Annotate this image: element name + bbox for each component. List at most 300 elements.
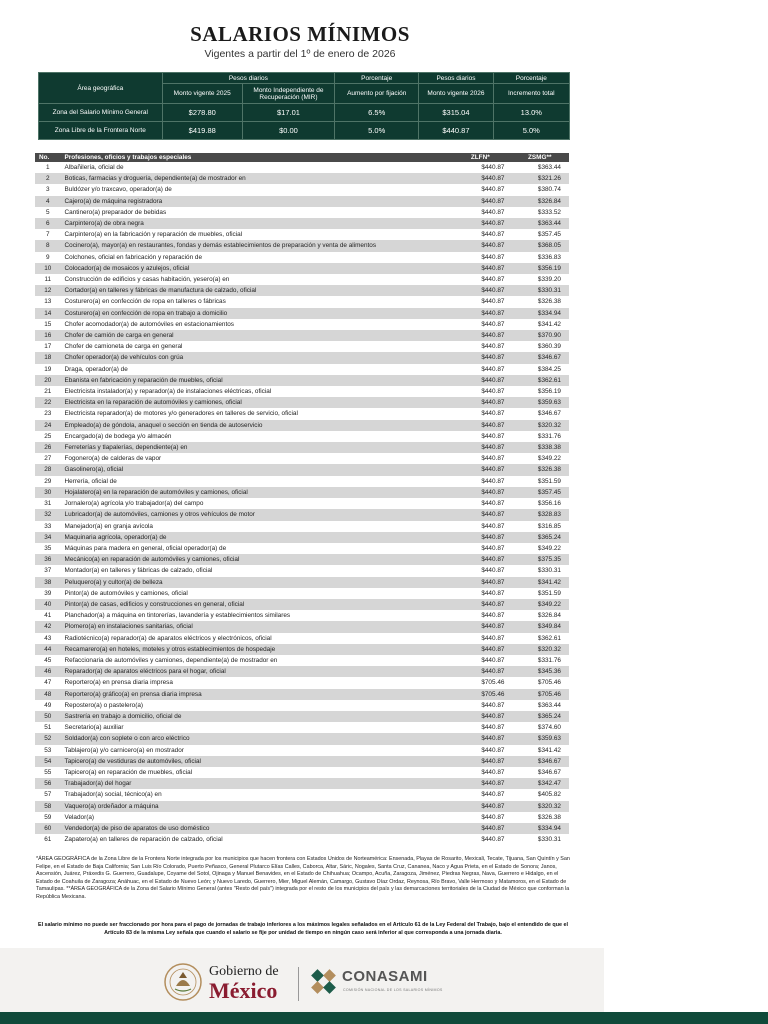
zlfn-value: $440.87 <box>450 196 510 207</box>
row-number: 7 <box>45 231 50 239</box>
table-row <box>35 756 569 767</box>
table-row <box>35 330 569 341</box>
row-number: 2 <box>35 173 61 184</box>
zlfn-value: $440.87 <box>481 500 505 508</box>
zsmg-value: $331.76 <box>537 432 561 440</box>
profession-name: Plomero(a) en instalaciones sanitarias, oficial <box>61 621 451 632</box>
summary-area: Zona Libre de la Frontera Norte <box>39 122 163 140</box>
zlfn-value: $440.87 <box>481 343 505 351</box>
profession-name: Fogonero(a) de calderas de vapor <box>64 455 162 463</box>
row-number: 61 <box>44 836 52 844</box>
zlfn-value: $440.87 <box>450 778 510 789</box>
profession-name: Gasolinero(a), oficial <box>61 464 451 475</box>
gobierno-de-mexico-logo <box>163 962 303 1004</box>
zsmg-value: $384.25 <box>537 365 561 373</box>
zsmg-value: $320.32 <box>510 644 569 655</box>
profession-name: Herrería, oficial de <box>64 477 117 485</box>
zsmg-value: $357.45 <box>510 487 569 498</box>
table-row <box>35 789 569 800</box>
zsmg-value: $349.84 <box>510 621 569 632</box>
zlfn-value: $440.87 <box>450 263 510 274</box>
summary-area: Zona del Salario Mínimo General <box>39 104 163 122</box>
profession-name: Pintor(a) de automóviles y camiones, oficial <box>64 589 188 597</box>
profession-name: Reportero(a) en prensa diaria impresa <box>64 679 173 687</box>
zsmg-value: $363.44 <box>537 164 561 171</box>
profession-name: Máquinas para madera en general, oficial operador(a) de <box>64 544 227 552</box>
summary-mir: $0.00 <box>242 122 334 140</box>
profession-name: Carpintero(a) en la fabricación y reparación de muebles, oficial <box>64 231 243 239</box>
zsmg-value: $705.46 <box>537 679 561 687</box>
table-row <box>35 453 569 464</box>
row-number: 45 <box>44 656 52 664</box>
table-row <box>35 341 569 352</box>
row-number: 9 <box>45 253 50 261</box>
row-number: 14 <box>35 308 61 319</box>
zsmg-value: $334.94 <box>510 308 569 319</box>
geographic-footnote: *ÁREA GEOGRÁFICA de la Zona Libre de la Frontera Norte integrada por los municipios que hacen frontera con Estados Unidos de Norteamérica: Ensenada, Playas de Rosarito, Mexicali, Tecate, Tijuana, San Quintín y San Felipe, en el Estado de Baja California; San Luis Río Colorado, Puerto Peñasco, General Plutarco Elías Calles, Caborca, Altar, Sáric, Nogales, Santa Cruz, Cananea, Naco y Agua Prieta, en el Estado de Sonora; Janos, Ascensión, Juárez, Práxedis G. Guerrero, Guadalupe, Coyame del Sotol, Ojinaga y Manuel Benavides, en el Estado de Chihuahua; Ocampo, Acuña, Zaragoza, Jiménez, Piedras Negras, Nava, Guerrero e Hidalgo, en el Estado de Coahuila de Zaragoza; Anáhuac, en el Estado de Nuevo León; y Nuevo Laredo, Guerrero, Mier, Miguel Alemán, Camargo, Gustavo Díaz Ordaz, Reynosa, Río Bravo, Valle Hermoso y Matamoros, en el Estado de Tamaulipas. **ÁREA GEOGRÁFICA de la Zona del Salario Mínimo General (antes "Resto del país") integrada por el resto de los municipios del país y las demarcaciones territoriales de la Ciudad de México que conforman la República Mexicana. <box>36 856 570 900</box>
table-row <box>35 274 569 285</box>
zlfn-value: $440.87 <box>450 487 510 498</box>
professions-table <box>35 153 569 845</box>
table-row <box>35 778 569 789</box>
table-row <box>35 375 569 386</box>
profession-name: Vendedor(a) de piso de aparatos de uso doméstico <box>61 823 451 834</box>
row-number: 36 <box>35 554 61 565</box>
profession-name: Cortador(a) en talleres y fábricas de manufactura de calzado, oficial <box>61 285 451 296</box>
summary-group-pesos2: Pesos diarios <box>419 73 493 84</box>
profession-name: Tablajero(a) y/o carnicero(a) en mostrador <box>64 746 184 754</box>
zlfn-value: $440.87 <box>450 577 510 588</box>
zsmg-value: $375.35 <box>510 554 569 565</box>
row-number: 16 <box>35 330 61 341</box>
row-number: 41 <box>44 612 52 620</box>
table-row <box>35 498 569 509</box>
summary-row <box>39 122 570 140</box>
zsmg-value: $363.44 <box>510 218 569 229</box>
profession-name: Buldózer y/o traxcavo, operador(a) de <box>64 186 172 194</box>
zlfn-value: $440.87 <box>481 791 505 799</box>
table-row <box>35 173 569 184</box>
row-number: 19 <box>44 365 52 373</box>
table-row <box>35 184 569 195</box>
zlfn-value: $440.87 <box>450 801 510 812</box>
summary-col-vigente-2025: Monto vigente 2025 <box>162 84 242 104</box>
table-row <box>35 487 569 498</box>
row-number: 55 <box>44 768 52 776</box>
row-number: 47 <box>44 679 52 687</box>
row-number: 4 <box>35 196 61 207</box>
header-profession: Profesiones, oficios y trabajos especiales <box>61 153 451 162</box>
profession-name: Cantinero(a) preparador de bebidas <box>64 208 167 216</box>
row-number: 3 <box>45 186 50 194</box>
summary-v2026: $315.04 <box>419 104 493 122</box>
profession-name: Boticas, farmacias y droguería, dependiente(a) de mostrador en <box>61 173 451 184</box>
logo-divider <box>298 967 299 1001</box>
page-title: SALARIOS MÍNIMOS <box>190 22 410 46</box>
row-number: 37 <box>44 567 52 575</box>
table-row <box>35 633 569 644</box>
zsmg-value: $356.19 <box>510 263 569 274</box>
zsmg-value: $333.52 <box>537 208 561 216</box>
zlfn-value: $440.87 <box>481 298 505 306</box>
conasami-label: CONASAMI <box>342 968 428 985</box>
zlfn-value: $440.87 <box>481 656 505 664</box>
row-number: 56 <box>35 778 61 789</box>
zsmg-value: $351.59 <box>537 589 561 597</box>
zlfn-value: $440.87 <box>481 522 505 530</box>
summary-incremento: 5.0% <box>493 122 569 140</box>
zlfn-value: $440.87 <box>481 612 505 620</box>
profession-name: Costurero(a) en confección de ropa en trabajo a domicilio <box>61 308 451 319</box>
zlfn-value: $440.87 <box>481 813 505 821</box>
zsmg-value: $365.24 <box>510 532 569 543</box>
summary-v2025: $419.88 <box>162 122 242 140</box>
row-number: 5 <box>45 208 50 216</box>
zlfn-value: $440.87 <box>481 634 505 642</box>
row-number: 34 <box>35 532 61 543</box>
zlfn-value: $440.87 <box>450 711 510 722</box>
table-row <box>35 644 569 655</box>
table-row <box>35 352 569 363</box>
row-number: 21 <box>44 388 52 396</box>
profession-name: Electricista instalador(a) y reparador(a) de instalaciones eléctricas, oficial <box>64 388 272 396</box>
zsmg-value: $374.60 <box>537 724 561 732</box>
row-number: 51 <box>44 724 52 732</box>
zlfn-value: $440.87 <box>481 164 505 171</box>
table-row <box>35 655 569 666</box>
zlfn-value: $440.87 <box>450 532 510 543</box>
profession-name: Trabajador(a) del hogar <box>61 778 451 789</box>
zlfn-value: $440.87 <box>481 276 505 284</box>
zsmg-value: $331.76 <box>537 656 561 664</box>
table-row <box>35 397 569 408</box>
row-number: 33 <box>44 522 52 530</box>
row-number: 53 <box>44 746 52 754</box>
row-number: 39 <box>44 589 52 597</box>
zlfn-value: $440.87 <box>450 621 510 632</box>
bottom-stripe <box>0 1012 768 1024</box>
profession-name: Reparador(a) de aparatos eléctricos para el hogar, oficial <box>61 666 451 677</box>
profession-name: Costurero(a) en confección de ropa en talleres o fábricas <box>64 298 226 306</box>
row-number: 46 <box>35 666 61 677</box>
zsmg-value: $341.42 <box>537 746 561 754</box>
zsmg-value: $326.38 <box>537 298 561 306</box>
summary-col-aumento: Aumento por fijación <box>335 84 419 104</box>
profession-name: Velador(a) <box>64 813 95 821</box>
profession-name: Cocinero(a), mayor(a) en restaurantes, fondas y demás establecimientos de preparación y venta de alimentos <box>61 240 451 251</box>
table-row <box>35 252 569 263</box>
table-row <box>35 677 569 688</box>
profession-name: Hojalatero(a) en la reparación de automóviles y camiones, oficial <box>61 487 451 498</box>
profession-name: Cajero(a) de máquina registradora <box>61 196 451 207</box>
table-row <box>35 532 569 543</box>
row-number: 59 <box>44 813 52 821</box>
profession-name: Electricista en la reparación de automóviles y camiones, oficial <box>61 397 451 408</box>
zlfn-value: $440.87 <box>450 285 510 296</box>
profession-name: Construcción de edificios y casas habitación, yesero(a) en <box>64 276 230 284</box>
row-number: 38 <box>35 577 61 588</box>
table-row <box>35 689 569 700</box>
profession-name: Empleado(a) de góndola, anaquel o sección en tienda de autoservicio <box>61 420 451 431</box>
zlfn-value: $440.87 <box>450 509 510 520</box>
zsmg-value: $330.31 <box>537 836 561 844</box>
zsmg-value: $351.59 <box>537 477 561 485</box>
zsmg-value: $362.61 <box>537 634 561 642</box>
zlfn-value: $440.87 <box>481 410 505 418</box>
professions-header-row <box>35 153 569 162</box>
table-row <box>35 621 569 632</box>
zlfn-value: $440.87 <box>450 420 510 431</box>
table-row <box>35 700 569 711</box>
profession-name: Mecánico(a) en reparación de automóviles y camiones, oficial <box>61 554 451 565</box>
zsmg-value: $359.63 <box>510 397 569 408</box>
header-zlfn: ZLFN* <box>450 153 510 162</box>
zlfn-value: $440.87 <box>481 432 505 440</box>
zsmg-value: $330.31 <box>537 567 561 575</box>
row-number: 24 <box>35 420 61 431</box>
zsmg-value: $326.38 <box>537 813 561 821</box>
table-row <box>35 767 569 778</box>
zlfn-value: $440.87 <box>450 397 510 408</box>
zlfn-value: $440.87 <box>481 365 505 373</box>
conasami-logo <box>310 966 470 1002</box>
table-row <box>35 263 569 274</box>
zlfn-value: $440.87 <box>450 442 510 453</box>
table-row <box>35 823 569 834</box>
row-number: 1 <box>45 164 50 171</box>
zsmg-value: $321.26 <box>510 173 569 184</box>
zlfn-value: $440.87 <box>450 733 510 744</box>
row-number: 60 <box>35 823 61 834</box>
zlfn-value: $440.87 <box>481 320 505 328</box>
zlfn-value: $440.87 <box>450 464 510 475</box>
zsmg-value: $368.05 <box>510 240 569 251</box>
table-row <box>35 812 569 823</box>
zlfn-value: $440.87 <box>450 330 510 341</box>
row-number: 44 <box>35 644 61 655</box>
profession-name: Maquinaria agrícola, operador(a) de <box>61 532 451 543</box>
summary-group-pesos: Pesos diarios <box>162 73 334 84</box>
zlfn-value: $440.87 <box>481 836 505 844</box>
table-row <box>35 308 569 319</box>
profession-name: Jornalero(a) agrícola y/o trabajador(a) del campo <box>64 500 204 508</box>
profession-name: Vaquero(a) ordeñador a máquina <box>61 801 451 812</box>
gobierno-label: Gobierno de <box>209 964 279 979</box>
table-row <box>35 420 569 431</box>
profession-name: Radiotécnico(a) reparador(a) de aparatos eléctricos y electrónicos, oficial <box>64 634 272 642</box>
row-number: 10 <box>35 263 61 274</box>
row-number: 50 <box>35 711 61 722</box>
profession-name: Recamarero(a) en hoteles, moteles y otros establecimientos de hospedaje <box>61 644 451 655</box>
table-row <box>35 834 569 845</box>
table-row <box>35 386 569 397</box>
table-row <box>35 229 569 240</box>
zsmg-value: $342.47 <box>510 778 569 789</box>
table-row <box>35 733 569 744</box>
zlfn-value: $440.87 <box>481 186 505 194</box>
profession-name: Electricista reparador(a) de motores y/o generadores en talleres de servicio, oficial <box>64 410 298 418</box>
zlfn-value: $440.87 <box>450 308 510 319</box>
zlfn-value: $440.87 <box>481 701 505 709</box>
zsmg-value: $346.67 <box>510 756 569 767</box>
zsmg-value: $338.38 <box>510 442 569 453</box>
row-number: 13 <box>44 298 52 306</box>
table-row <box>35 364 569 375</box>
row-number: 32 <box>35 509 61 520</box>
profession-name: Refaccionaria de automóviles y camiones, dependiente(a) de mostrador en <box>64 656 278 664</box>
summary-aumento: 5.0% <box>335 122 419 140</box>
table-row <box>35 722 569 733</box>
summary-mir: $17.01 <box>242 104 334 122</box>
summary-group-porcentaje2: Porcentaje <box>493 73 569 84</box>
zlfn-value: $440.87 <box>450 352 510 363</box>
header-zsmg: ZSMG** <box>510 153 569 162</box>
zsmg-value: $330.31 <box>510 285 569 296</box>
zsmg-value: $334.94 <box>510 823 569 834</box>
zsmg-value: $346.67 <box>510 352 569 363</box>
profession-name: Planchador(a) a máquina en tintorerías, lavandería y establecimientos similares <box>64 612 291 620</box>
table-row <box>35 543 569 554</box>
row-number: 27 <box>44 455 52 463</box>
zsmg-value: $336.83 <box>537 253 561 261</box>
row-number: 8 <box>35 240 61 251</box>
table-row <box>35 196 569 207</box>
summary-area-header: Área geográfica <box>39 73 163 104</box>
zlfn-value: $440.87 <box>450 218 510 229</box>
table-row <box>35 240 569 251</box>
row-number: 43 <box>44 634 52 642</box>
profession-name: Colchones, oficial en fabricación y reparación de <box>64 253 203 261</box>
zsmg-value: $365.24 <box>510 711 569 722</box>
profession-name: Encargado(a) de bodega y/o almacén <box>64 432 172 440</box>
zlfn-value: $440.87 <box>481 253 505 261</box>
zsmg-value: $346.67 <box>537 410 561 418</box>
summary-incremento: 13.0% <box>493 104 569 122</box>
table-row <box>35 711 569 722</box>
zsmg-value: $320.32 <box>510 801 569 812</box>
zlfn-value: $440.87 <box>481 768 505 776</box>
zlfn-value: $440.87 <box>481 746 505 754</box>
profession-name: Tapicero(a) de vestiduras de automóviles, oficial <box>61 756 451 767</box>
zlfn-value: $440.87 <box>481 544 505 552</box>
table-row <box>35 162 569 173</box>
profession-name: Chofer de camioneta de carga en general <box>64 343 183 351</box>
profession-name: Ferreterías y tlapalerías, dependiente(a) en <box>61 442 451 453</box>
profession-name: Reportero(a) gráfico(a) en prensa diaria impresa <box>61 689 451 700</box>
zsmg-value: $705.46 <box>510 689 569 700</box>
zsmg-value: $349.22 <box>537 544 561 552</box>
row-number: 22 <box>35 397 61 408</box>
profession-name: Colocador(a) de mosaicos y azulejos, oficial <box>61 263 451 274</box>
row-number: 40 <box>35 599 61 610</box>
page-subtitle: Vigentes a partir del 1º de enero de 2026 <box>204 48 396 60</box>
profession-name: Lubricador(a) de automóviles, camiones y otros vehículos de motor <box>61 509 451 520</box>
zsmg-value: $349.22 <box>510 599 569 610</box>
summary-aumento: 6.5% <box>335 104 419 122</box>
profession-name: Chofer de camión de carga en general <box>61 330 451 341</box>
zsmg-value: $359.63 <box>510 733 569 744</box>
zsmg-value: $405.82 <box>537 791 561 799</box>
profession-name: Carpintero(a) de obra negra <box>61 218 451 229</box>
profession-name: Tapicero(a) en reparación de muebles, oficial <box>64 768 193 776</box>
table-row <box>35 801 569 812</box>
table-row <box>35 745 569 756</box>
table-row <box>35 296 569 307</box>
zsmg-value: $346.67 <box>537 768 561 776</box>
zlfn-value: $440.87 <box>450 375 510 386</box>
table-row <box>35 285 569 296</box>
zsmg-value: $357.45 <box>537 231 561 239</box>
profession-name: Albañilería, oficial de <box>64 164 124 171</box>
profession-name: Secretario(a) auxiliar <box>64 724 124 732</box>
zlfn-value: $440.87 <box>450 599 510 610</box>
zsmg-value: $345.36 <box>510 666 569 677</box>
row-number: 29 <box>44 477 52 485</box>
profession-name: Peluquero(a) y cultor(a) de belleza <box>61 577 451 588</box>
zlfn-value: $440.87 <box>481 231 505 239</box>
row-number: 48 <box>35 689 61 700</box>
zlfn-value: $440.87 <box>481 724 505 732</box>
conasami-subtitle: COMISIÓN NACIONAL DE LOS SALARIOS MÍNIMOS <box>343 988 443 992</box>
zsmg-value: $363.44 <box>537 701 561 709</box>
table-row <box>35 464 569 475</box>
row-number: 12 <box>35 285 61 296</box>
summary-group-porcentaje: Porcentaje <box>335 73 419 84</box>
table-row <box>35 476 569 487</box>
table-row <box>35 207 569 218</box>
zlfn-value: $705.46 <box>450 689 510 700</box>
summary-col-vigente-2026: Monto vigente 2026 <box>419 84 493 104</box>
row-number: 17 <box>44 343 52 351</box>
profession-name: Chofer acomodador(a) de automóviles en estacionamientos <box>64 320 234 328</box>
legal-note: El salario mínimo no puede ser fraccionado por hora para el pago de jornadas de trabajo inferiores a los máximos legales señalados en el Artículo 61 de la Ley Federal del Trabajo, bajo el entendido de que el Artículo 83 de la misma Ley señala que cuando el salario se fije por unidad de tiempo en ningún caso será inferior al que corresponda a una jornada diaria. <box>37 922 569 936</box>
row-number: 30 <box>35 487 61 498</box>
table-row <box>35 319 569 330</box>
zsmg-value: $341.42 <box>510 577 569 588</box>
zlfn-value: $440.87 <box>481 477 505 485</box>
row-number: 15 <box>44 320 52 328</box>
zsmg-value: $362.61 <box>510 375 569 386</box>
profession-name: Sastrería en trabajo a domicilio, oficial de <box>61 711 451 722</box>
profession-name: Soldador(a) con soplete o con arco eléctrico <box>61 733 451 744</box>
zsmg-value: $370.90 <box>510 330 569 341</box>
table-row <box>35 577 569 588</box>
zlfn-value: $440.87 <box>450 756 510 767</box>
zlfn-value: $440.87 <box>481 455 505 463</box>
zsmg-value: $360.39 <box>537 343 561 351</box>
row-number: 20 <box>35 375 61 386</box>
profession-name: Pintor(a) de casas, edificios y construcciones en general, oficial <box>61 599 451 610</box>
zsmg-value: $328.83 <box>510 509 569 520</box>
header-no: No. <box>35 153 61 162</box>
table-row <box>35 408 569 419</box>
zsmg-value: $349.22 <box>537 455 561 463</box>
row-number: 35 <box>44 544 52 552</box>
table-row <box>35 599 569 610</box>
summary-row <box>39 104 570 122</box>
zlfn-value: $440.87 <box>481 208 505 216</box>
conasami-mark-icon <box>310 968 338 996</box>
professions-body <box>35 162 569 845</box>
zsmg-value: $356.19 <box>537 388 561 396</box>
table-row <box>35 442 569 453</box>
row-number: 25 <box>44 432 52 440</box>
zsmg-value: $339.20 <box>537 276 561 284</box>
row-number: 42 <box>35 621 61 632</box>
row-number: 18 <box>35 352 61 363</box>
zlfn-value: $440.87 <box>450 240 510 251</box>
zlfn-value: $705.46 <box>481 679 505 687</box>
